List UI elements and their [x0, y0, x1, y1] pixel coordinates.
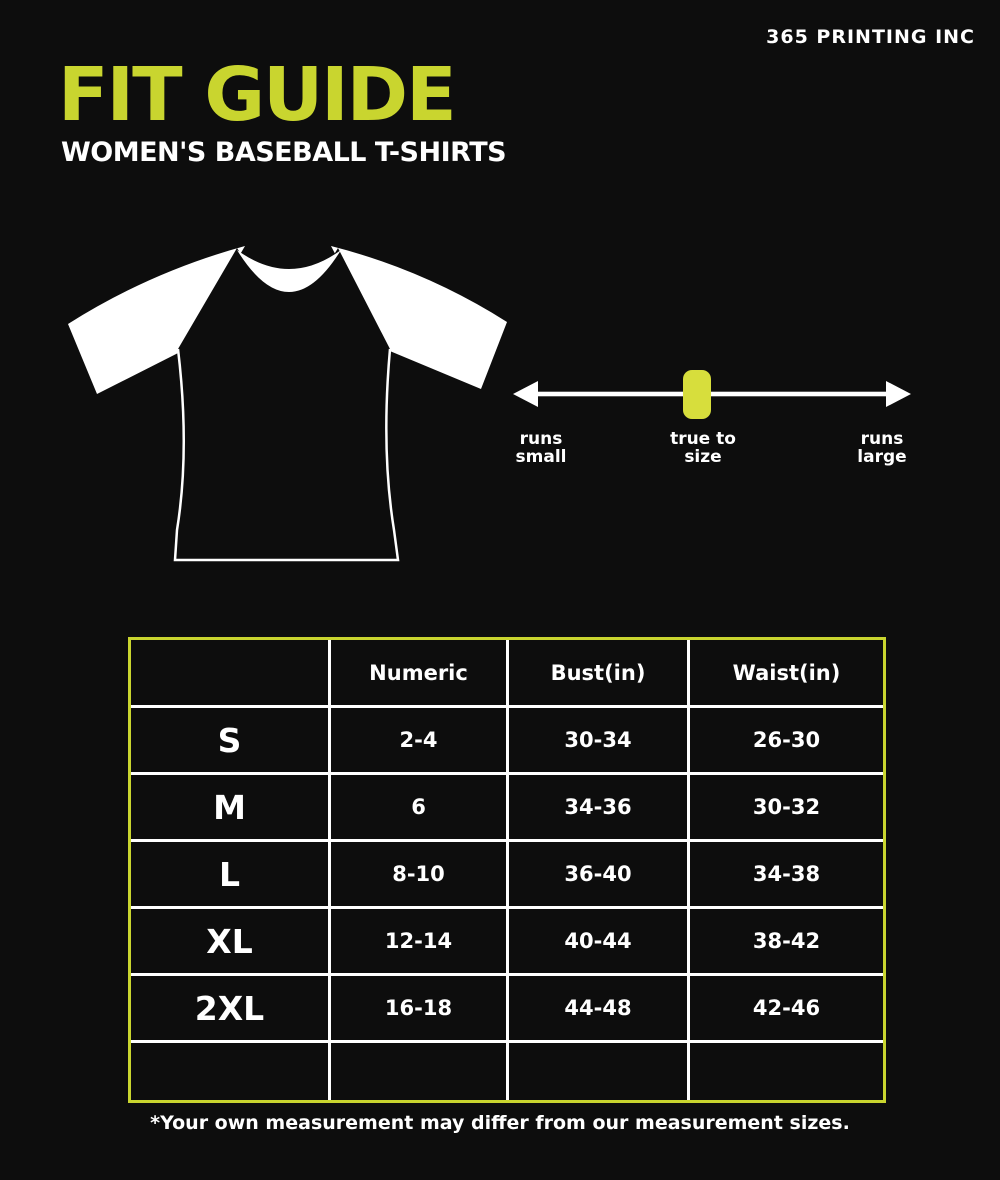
label-true-to-size-line1: true to [670, 429, 736, 449]
waist-value: 30-32 [690, 775, 883, 839]
page-subtitle: WOMEN'S BASEBALL T-SHIRTS [61, 137, 507, 168]
fit-scale [505, 355, 920, 435]
tshirt-illustration [60, 225, 520, 575]
waist-value-empty [690, 1043, 883, 1100]
numeric-value: 6 [331, 775, 506, 839]
label-runs-large-line1: runs [860, 429, 904, 449]
true-to-size-marker [683, 370, 711, 419]
label-true-to-size [650, 430, 756, 466]
label-runs-large-line2: large [857, 447, 907, 467]
size-label: 2XL [131, 976, 328, 1040]
column-header-size [131, 640, 328, 705]
size-label-empty [131, 1043, 328, 1100]
numeric-value: 12-14 [331, 909, 506, 973]
numeric-value: 16-18 [331, 976, 506, 1040]
size-label: S [131, 708, 328, 772]
waist-value: 34-38 [690, 842, 883, 906]
column-header-numeric: Numeric [331, 640, 506, 705]
measurement-disclaimer: *Your own measurement may differ from our measurement sizes. [150, 1112, 850, 1134]
page-title: FIT GUIDE [58, 52, 455, 138]
size-label: XL [131, 909, 328, 973]
bust-value: 40-44 [509, 909, 687, 973]
numeric-value: 2-4 [331, 708, 506, 772]
column-header-bust: Bust(in) [509, 640, 687, 705]
label-runs-small [505, 430, 577, 466]
size-label: L [131, 842, 328, 906]
brand-name: 365 PRINTING INC [766, 26, 975, 48]
waist-value: 26-30 [690, 708, 883, 772]
bust-value: 30-34 [509, 708, 687, 772]
numeric-value: 8-10 [331, 842, 506, 906]
waist-value: 42-46 [690, 976, 883, 1040]
size-label: M [131, 775, 328, 839]
label-runs-small-line1: runs [519, 429, 563, 449]
column-header-waist: Waist(in) [690, 640, 883, 705]
label-true-to-size-line2: size [684, 447, 722, 467]
size-table [128, 637, 886, 1103]
bust-value: 44-48 [509, 976, 687, 1040]
arrow-right-head-icon [886, 381, 911, 407]
waist-value: 38-42 [690, 909, 883, 973]
bust-value: 34-36 [509, 775, 687, 839]
label-runs-small-line2: small [515, 447, 567, 467]
bust-value: 36-40 [509, 842, 687, 906]
label-runs-large [843, 430, 921, 466]
bust-value-empty [509, 1043, 687, 1100]
numeric-value-empty [331, 1043, 506, 1100]
